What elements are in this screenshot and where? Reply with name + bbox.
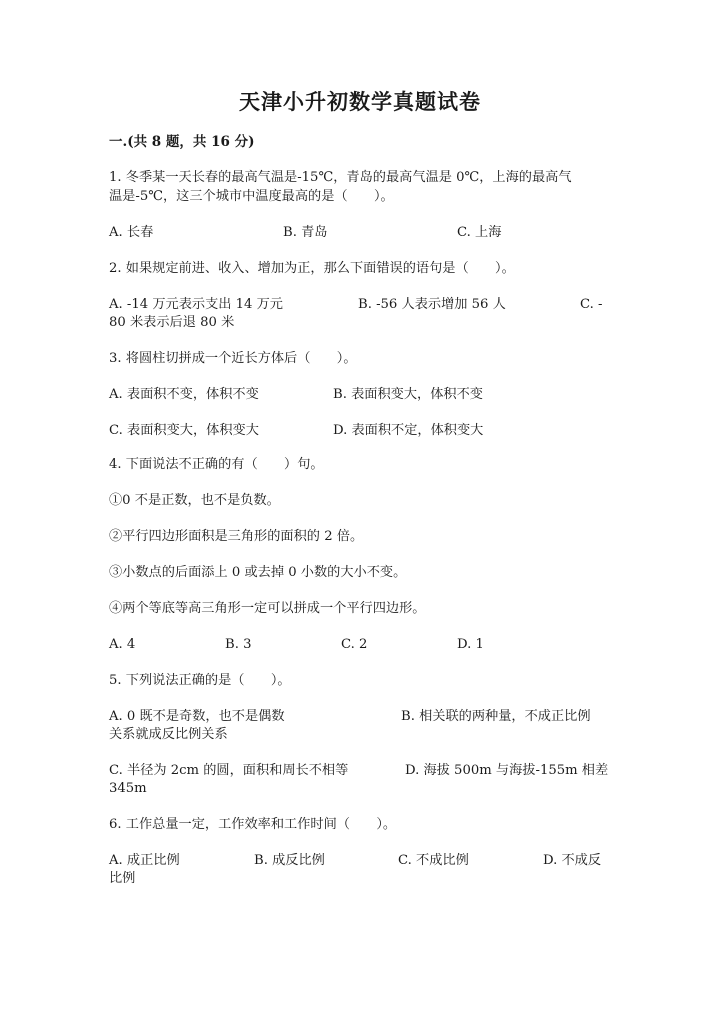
question-3-option-d: D. 表面积不定，体积变大	[333, 423, 484, 438]
question-1-option-b: B. 青岛	[283, 225, 328, 240]
question-4-statement-3: ③小数点的后面添上 0 或去掉 0 小数的大小不变。	[109, 565, 407, 580]
question-2-option-c: C. -	[580, 297, 603, 312]
question-3-option-b: B. 表面积变大，体积不变	[333, 387, 483, 402]
question-5-option-c: C. 半径为 2cm 的圆，面积和周长不相等	[109, 763, 349, 778]
question-6-option-b: B. 成反比例	[254, 853, 325, 868]
question-3-stem: 3. 将圆柱切拼成一个近长方体后（ ）。	[109, 351, 357, 366]
question-4-option-c: C. 2	[341, 637, 368, 652]
question-1-option-a: A. 长春	[109, 225, 154, 240]
section-heading: 一.(共 8 题，共 16 分)	[109, 134, 255, 150]
question-6-option-d: D. 不成反	[543, 853, 602, 868]
question-1-stem-line1: 1. 冬季某一天长春的最高气温是-15℃，青岛的最高气温是 0℃，上海的最高气	[109, 170, 572, 185]
question-4-statement-4: ④两个等底等高三角形一定可以拼成一个平行四边形。	[109, 601, 426, 616]
question-4-stem: 4. 下面说法不正确的有（ ）句。	[109, 457, 324, 472]
question-4-option-b: B. 3	[225, 637, 252, 652]
question-2-stem: 2. 如果规定前进、收入、增加为正，那么下面错误的语句是（ ）。	[109, 261, 515, 276]
question-4-option-d: D. 1	[457, 637, 484, 652]
question-1-stem-line2: 温是-5℃，这三个城市中温度最高的是（ ）。	[109, 189, 394, 204]
question-5-option-d: D. 海拔 500m 与海拔-155m 相差	[405, 763, 609, 778]
question-4-statement-1: ①0 不是正数，也不是负数。	[109, 493, 280, 508]
question-4-option-a: A. 4	[109, 637, 136, 652]
question-6-stem: 6. 工作总量一定，工作效率和工作时间（ ）。	[109, 817, 397, 832]
page-title: 天津小升初数学真题试卷	[239, 89, 481, 114]
question-6-option-a: A. 成正比例	[109, 853, 180, 868]
question-2-option-a: A. -14 万元表示支出 14 万元	[109, 297, 283, 312]
question-4-statement-2: ②平行四边形面积是三角形的面积的 2 倍。	[109, 529, 364, 544]
question-3-option-c: C. 表面积变大，体积变大	[109, 423, 259, 438]
question-6-option-c: C. 不成比例	[398, 853, 469, 868]
question-3-option-a: A. 表面积不变，体积不变	[109, 387, 259, 402]
question-2-option-b: B. -56 人表示增加 56 人	[358, 297, 506, 312]
question-5-option-a: A. 0 既不是奇数，也不是偶数	[109, 709, 285, 724]
question-2-option-c-cont: 80 米表示后退 80 米	[109, 315, 235, 330]
question-5-option-b-cont: 关系就成反比例关系	[109, 727, 228, 742]
question-1-option-c: C. 上海	[457, 225, 502, 240]
question-5-option-d-cont: 345m	[109, 781, 147, 796]
question-5-option-b: B. 相关联的两种量，不成正比例	[401, 709, 591, 724]
question-6-option-d-cont: 比例	[109, 871, 136, 886]
question-5-stem: 5. 下列说法正确的是（ ）。	[109, 673, 291, 688]
